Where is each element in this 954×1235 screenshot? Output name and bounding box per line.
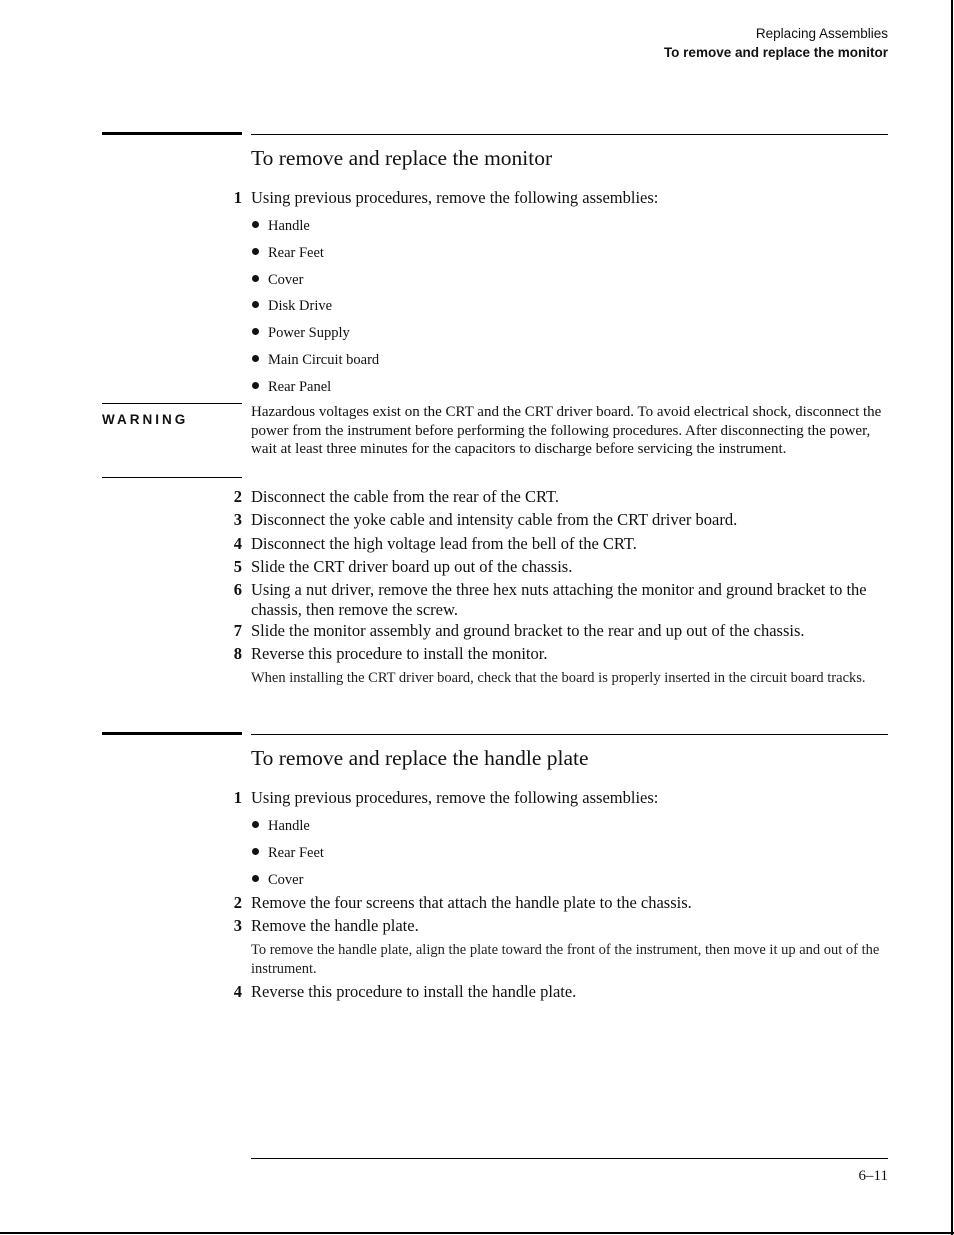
bullet-icon	[252, 328, 259, 335]
bullet-icon	[252, 248, 259, 255]
list-item: Rear Feet	[252, 244, 324, 262]
warning-rule-bottom	[102, 477, 242, 478]
step-number: 4	[233, 534, 242, 553]
step-number: 3	[233, 916, 242, 935]
section-rule-left	[102, 132, 242, 135]
footer-rule	[251, 1158, 888, 1159]
bullet-icon	[252, 875, 259, 882]
page-number: 6–11	[858, 1168, 888, 1184]
step-text: Using previous procedures, remove the following assemblies:	[251, 788, 659, 807]
step-text: Disconnect the high voltage lead from the bell of the CRT.	[251, 534, 637, 553]
step-number: 2	[233, 893, 242, 912]
warning-rule-top	[102, 403, 242, 404]
page-edge-bottom	[0, 1232, 954, 1234]
step-text: Reverse this procedure to install the monitor.	[251, 644, 548, 663]
bullet-icon	[252, 221, 259, 228]
list-item: Power Supply	[252, 324, 350, 342]
warning-label: WARNING	[102, 412, 189, 427]
step-text: Reverse this procedure to install the handle plate.	[251, 982, 577, 1001]
list-item: Disk Drive	[252, 297, 332, 315]
step-text: Disconnect the yoke cable and intensity cable from the CRT driver board.	[251, 510, 738, 529]
list-item: Main Circuit board	[252, 351, 379, 369]
page-edge-right	[951, 0, 953, 1235]
step-number: 7	[233, 621, 242, 640]
list-item: Cover	[252, 271, 303, 289]
bullet-icon	[252, 301, 259, 308]
note-text: When installing the CRT driver board, check that the board is properly inserted in the circuit board tracks.	[251, 670, 866, 686]
step-text: Using a nut driver, remove the three hex nuts attaching the monitor and ground bracket to the chassis, then remove the screw.	[251, 580, 867, 619]
step-number: 2	[233, 487, 242, 506]
monitor-section-heading: To remove and replace the monitor	[251, 146, 553, 170]
bullet-icon	[252, 275, 259, 282]
warning-text: Hazardous voltages exist on the CRT and the CRT driver board. To avoid electrical shock, disconnect the power from the instrument before performing the following procedures. After disconnecting the power, wait at least three minutes for the capacitors to discharge before servicing the instrument.	[251, 404, 882, 458]
step-number: 3	[233, 510, 242, 529]
section-rule-right	[251, 134, 888, 135]
note-text: To remove the handle plate, align the plate toward the front of the instrument, then move it up and out of the instrument.	[251, 942, 880, 977]
step-text: Disconnect the cable from the rear of the CRT.	[251, 487, 559, 506]
bullet-icon	[252, 382, 259, 389]
list-item: Rear Feet	[252, 844, 324, 862]
step-number: 1	[233, 788, 242, 807]
section-title: To remove and replace the monitor	[663, 45, 888, 60]
bullet-icon	[252, 821, 259, 828]
step-text: Slide the monitor assembly and ground bracket to the rear and up out of the chassis.	[251, 621, 805, 640]
list-item: Handle	[252, 817, 310, 835]
step-number: 4	[233, 982, 242, 1001]
step-number: 8	[233, 644, 242, 663]
step-number: 1	[233, 188, 242, 207]
handle-plate-section-heading: To remove and replace the handle plate	[251, 746, 589, 770]
step-number: 6	[233, 580, 242, 599]
list-item: Cover	[252, 871, 303, 889]
list-item: Rear Panel	[252, 378, 331, 396]
section-rule-left	[102, 732, 242, 735]
section-rule-right	[251, 734, 888, 735]
step-text: Using previous procedures, remove the following assemblies:	[251, 188, 659, 207]
step-text: Slide the CRT driver board up out of the chassis.	[251, 557, 573, 576]
list-item: Handle	[252, 217, 310, 235]
chapter-title: Replacing Assemblies	[755, 26, 888, 41]
step-text: Remove the handle plate.	[251, 916, 419, 935]
running-header	[664, 24, 888, 62]
step-number: 5	[233, 557, 242, 576]
bullet-icon	[252, 848, 259, 855]
bullet-icon	[252, 355, 259, 362]
step-text: Remove the four screens that attach the handle plate to the chassis.	[251, 893, 692, 912]
